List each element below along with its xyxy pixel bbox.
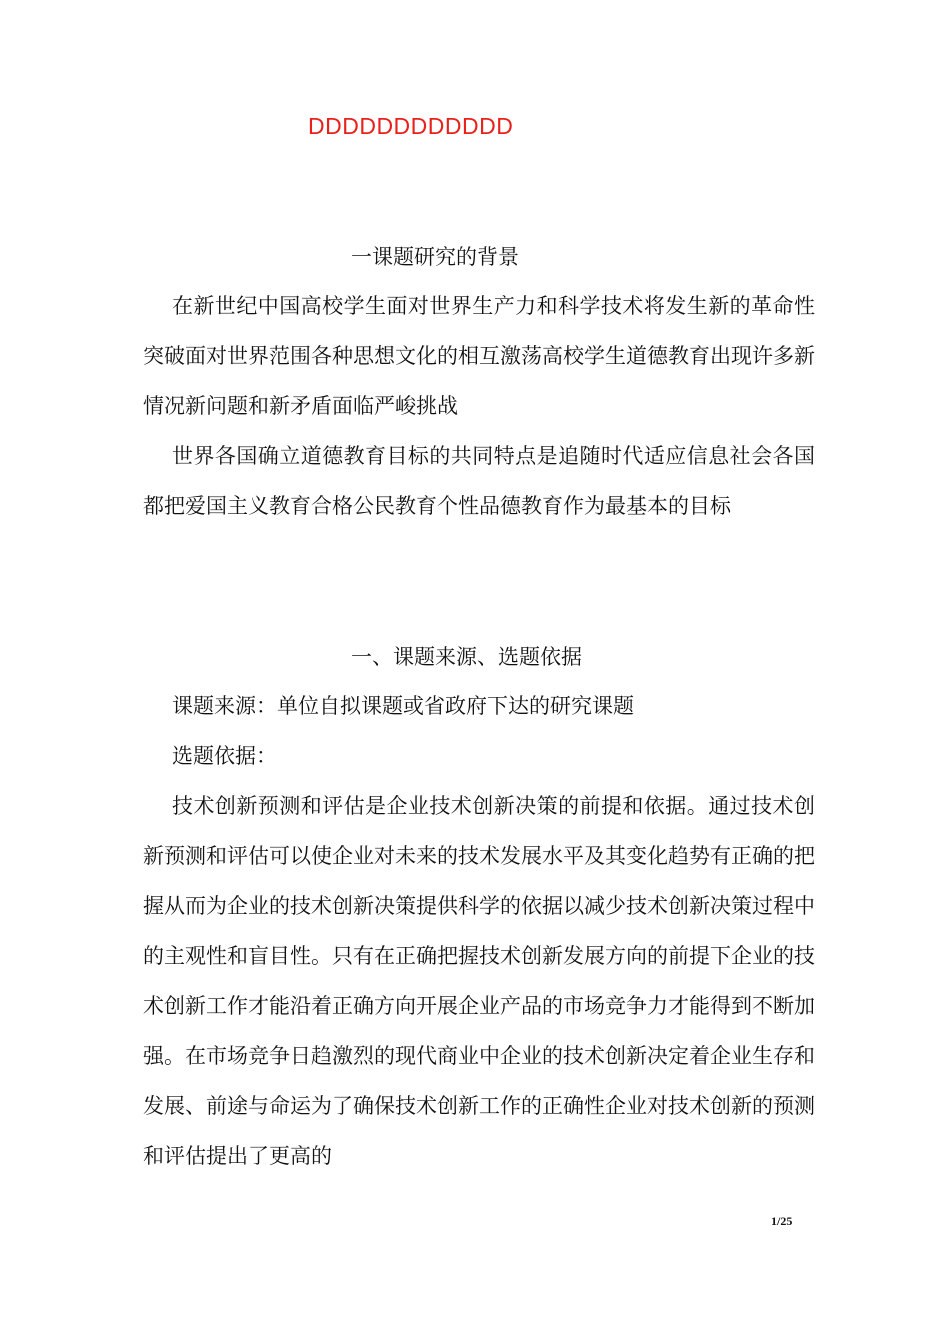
document-header-title: DDDDDDDDDDDD xyxy=(308,113,514,139)
section-heading-background: 一课题研究的背景 xyxy=(351,245,519,269)
page-number: 1/25 xyxy=(771,1214,793,1228)
paragraph-basis-body: 技术创新预测和评估是企业技术创新决策的前提和依据。通过技术创新预测和评估可以使企业对未来的技术发展水平及其变化趋势有正确的把握从而为企业的技术创新决策提供科学的依据以减少技术创新决策过程中的主观性和盲目性。只有在正确把握技术创新发展方向的前提下企业的技术创新工作才能沿着正确方向开展企业产品的市场竞争力才能得到不断加强。在市场竞争日趋激烈的现代商业中企业的技术创新决定着企业生存和发展、前途与命运为了确保技术创新工作的正确性企业对技术创新的预测和评估提出了更高的 xyxy=(143,794,815,1168)
paragraph: 世界各国确立道德教育目标的共同特点是追随时代适应信息社会各国都把爱国主义教育合格公民教育个性品德教育作为最基本的目标 xyxy=(143,444,815,518)
paragraph-basis-label: 选题依据： xyxy=(172,744,277,768)
section-heading-source: 一、课题来源、选题依据 xyxy=(351,645,582,669)
paragraph-source: 课题来源：单位自拟课题或省政府下达的研究课题 xyxy=(172,694,634,718)
paragraph: 在新世纪中国高校学生面对世界生产力和科学技术将发生新的革命性突破面对世界范围各种思想文化的相互激荡高校学生道德教育出现许多新情况新问题和新矛盾面临严峻挑战 xyxy=(143,294,815,418)
